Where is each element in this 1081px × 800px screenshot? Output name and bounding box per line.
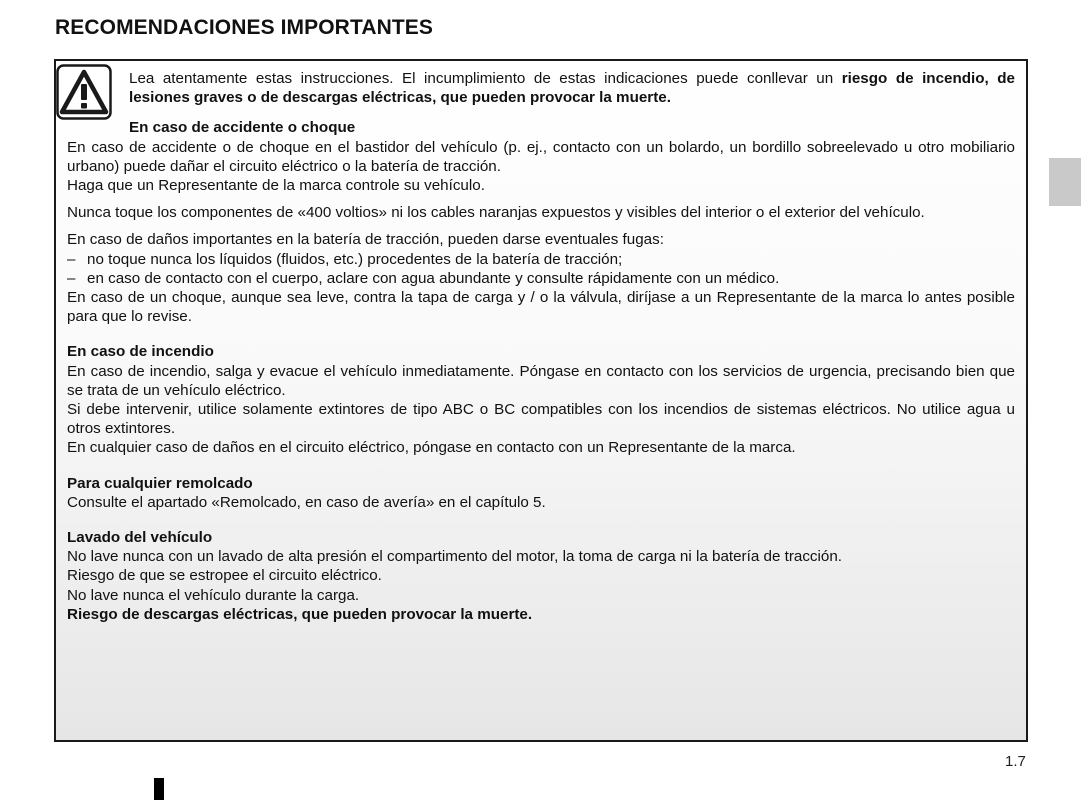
warning-content — [67, 69, 1015, 640]
washing-line: No lave nunca con un lavado de alta presión el compartimento del motor, la toma de carga ni la batería de tracción. — [67, 548, 843, 566]
accident-paragraph-charge-flap: En caso de un choque, aunque sea leve, contra la tapa de carga y / o la válvula, diríjase a un Representante de la marca lo antes posible para que lo revise. — [67, 289, 1015, 326]
towing-heading: Para cualquier remolcado — [67, 474, 253, 492]
fire-section — [67, 342, 1015, 457]
accident-line: Haga que un Representante de la marca controle su vehículo. — [67, 177, 485, 195]
washing-warning-line: Riesgo de descargas eléctricas, que pueden provocar la muerte. — [67, 605, 533, 623]
battery-damage-item: – en caso de contacto con el cuerpo, aclare con agua abundante y consulte rápidamente con un médico. — [67, 269, 1015, 288]
battery-damage-intro: En caso de daños importantes en la batería de tracción, pueden darse eventuales fugas: — [67, 231, 664, 249]
fire-heading: En caso de incendio — [67, 343, 214, 361]
washing-line: Riesgo de que se estropee el circuito eléctrico. — [67, 567, 382, 585]
warning-box — [54, 59, 1028, 742]
battery-damage-item: – no toque nunca los líquidos (fluidos, etc.) procedentes de la batería de tracción; — [67, 250, 1015, 269]
print-mark — [154, 778, 164, 800]
towing-line: Consulte el apartado «Remolcado, en caso de avería» en el capítulo 5. — [67, 493, 546, 511]
washing-line: No lave nunca el vehículo durante la carga. — [67, 586, 360, 604]
accident-paragraph-400v: Nunca toque los componentes de «400 voltios» ni los cables naranjas expuestos y visibles del interior o el exterior del vehículo. — [67, 204, 925, 222]
page-number: 1.7 — [1005, 753, 1026, 770]
intro-paragraph — [129, 69, 1015, 107]
accident-line: En caso de accidente o de choque en el bastidor del vehículo (p. ej., contacto con un bolardo, un bordillo sobreelevado u otro mobiliario urbano) puede dañar el circuito eléctrico o la batería de tracción. — [67, 138, 1015, 175]
chapter-tab — [1049, 158, 1081, 206]
fire-line: Si debe intervenir, utilice solamente extintores de tipo ABC o BC compatibles con los incendios de sistemas eléctricos. No utilice agua u otros extintores. — [67, 401, 1015, 438]
intro-text: Lea atentamente estas instrucciones. El incumplimiento de estas indicaciones puede conllevar un — [129, 70, 842, 87]
towing-section — [67, 474, 1015, 512]
washing-heading: Lavado del vehículo — [67, 529, 213, 547]
fire-line: En caso de incendio, salga y evacue el vehículo inmediatamente. Póngase en contacto con los servicios de urgencia, precisando bien que se trata de un vehículo eléctrico. — [67, 362, 1015, 399]
intro-bold-text: riesgo de incendio, de lesiones graves o de descargas eléctricas, que pueden provocar la muerte. — [129, 70, 1015, 107]
washing-section — [67, 528, 1015, 624]
accident-section — [67, 118, 1015, 326]
fire-line: En cualquier caso de daños en el circuito eléctrico, póngase en contacto con un Representante de la marca. — [67, 439, 796, 457]
page-title: RECOMENDACIONES IMPORTANTES — [55, 16, 433, 39]
accident-heading: En caso de accidente o choque — [129, 119, 356, 137]
